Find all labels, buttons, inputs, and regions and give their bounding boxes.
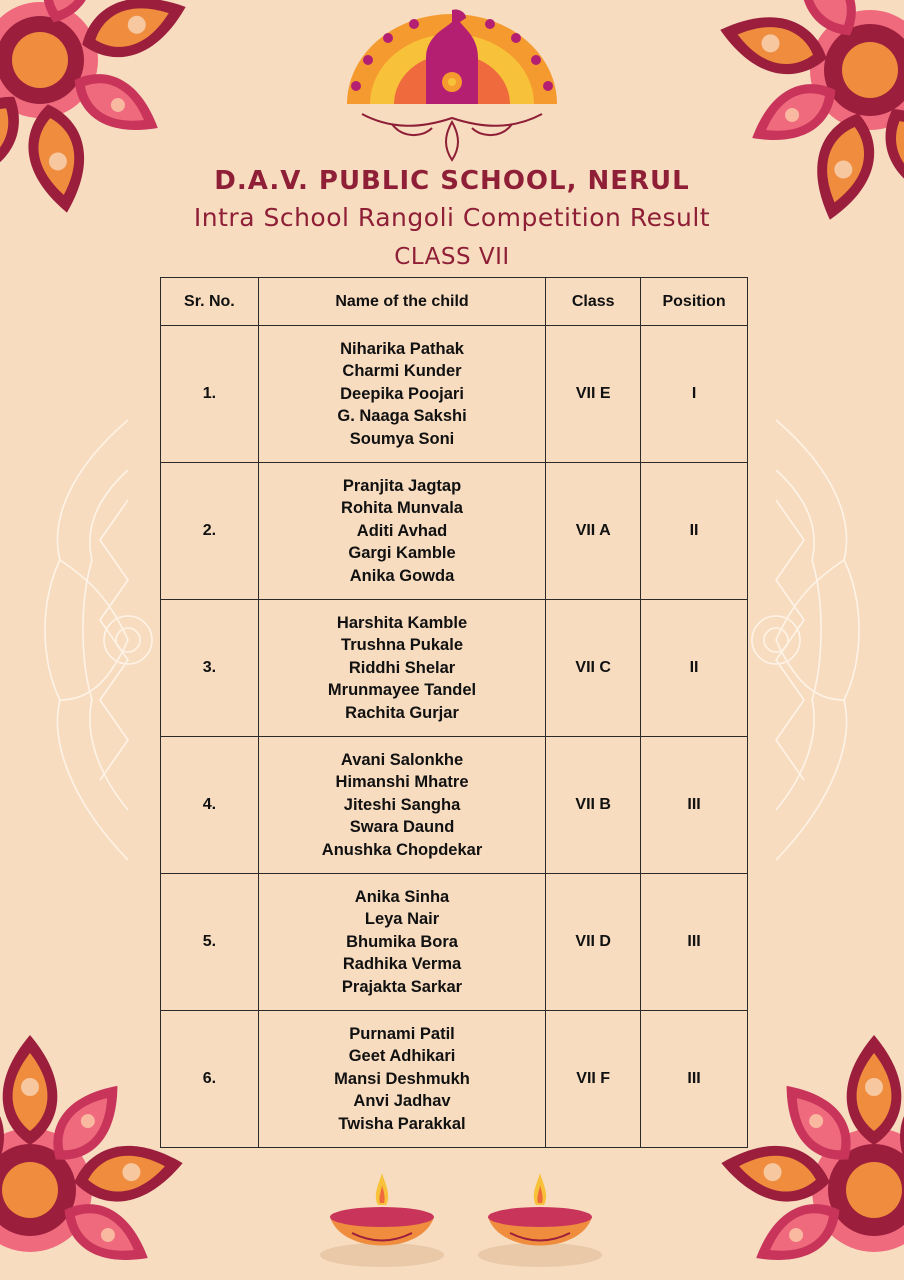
child-name: Jiteshi Sangha [343,795,461,814]
header-position: Position [641,278,748,326]
line-mandala-icon [752,420,859,860]
sr-no-cell: 3. [161,600,259,737]
child-name: Harshita Kamble [336,613,468,632]
position-cell: III [641,1011,748,1148]
sr-no-cell: 2. [161,463,259,600]
child-name: Anika Sinha [354,887,450,906]
class-cell: VII A [546,463,641,600]
table-row [161,1011,748,1148]
child-name: Mrunmayee Tandel [327,681,477,700]
sr-no-cell: 6. [161,1011,259,1148]
sr-no-cell: 5. [161,874,259,1011]
child-name: Rachita Gurjar [345,703,459,722]
names-cell [258,463,545,600]
line-mandala-icon [45,420,152,860]
child-name: Trushna Pukale [341,636,463,655]
class-cell: VII E [546,326,641,463]
class-cell: VII D [546,874,641,1011]
child-name: Niharika Pathak [340,339,464,358]
position-cell: III [641,874,748,1011]
names-cell [258,600,545,737]
child-name: Leya Nair [364,910,440,929]
child-name: Himanshi Mhatre [335,773,469,792]
school-name: D.A.V. PUBLIC SCHOOL, NERUL [214,166,690,196]
child-name: Twisha Parakkal [338,1114,466,1133]
class-cell: VII B [546,737,641,874]
child-name: Purnami Patil [349,1024,455,1043]
child-name: Anvi Jadhav [353,1092,451,1111]
table-header-row [161,278,748,326]
child-name: Gargi Kamble [348,544,456,563]
sr-no-cell: 4. [161,737,259,874]
names-cell [258,874,545,1011]
table-row [161,326,748,463]
header-class: Class [546,278,641,326]
child-name: G. Naaga Sakshi [337,407,467,426]
child-name: Riddhi Shelar [348,658,456,677]
class-cell: VII C [546,600,641,737]
results-table [160,277,748,1148]
child-name: Charmi Kunder [342,362,462,381]
sr-no-cell: 1. [161,326,259,463]
child-name: Prajakta Sarkar [341,977,463,996]
class-cell: VII F [546,1011,641,1148]
position-cell: I [641,326,748,463]
header-sr-no: Sr. No. [161,278,259,326]
diya-lamp-icon [320,1173,444,1267]
table-row [161,600,748,737]
child-name: Radhika Verma [342,955,462,974]
position-cell: III [641,737,748,874]
child-name: Mansi Deshmukh [334,1069,470,1088]
child-name: Swara Daund [349,818,455,837]
names-cell [258,737,545,874]
position-cell: II [641,463,748,600]
class-title: CLASS VII [394,244,510,270]
diya-lamp-icon [478,1173,602,1267]
child-name: Bhumika Bora [346,932,458,951]
names-cell [258,1011,545,1148]
header-name: Name of the child [258,278,545,326]
child-name: Avani Salonkhe [340,750,464,769]
child-name: Geet Adhikari [348,1047,456,1066]
event-title: Intra School Rangoli Competition Result [193,203,711,232]
child-name: Soumya Soni [349,429,455,448]
table-row [161,874,748,1011]
child-name: Anushka Chopdekar [321,840,483,859]
child-name: Aditi Avhad [356,521,448,540]
child-name: Deepika Poojari [340,384,464,403]
table-row [161,737,748,874]
peacock-icon [347,9,557,160]
table-row [161,463,748,600]
position-cell: II [641,600,748,737]
child-name: Pranjita Jagtap [342,476,462,495]
child-name: Anika Gowda [349,566,455,585]
names-cell [258,326,545,463]
child-name: Rohita Munvala [341,499,463,518]
